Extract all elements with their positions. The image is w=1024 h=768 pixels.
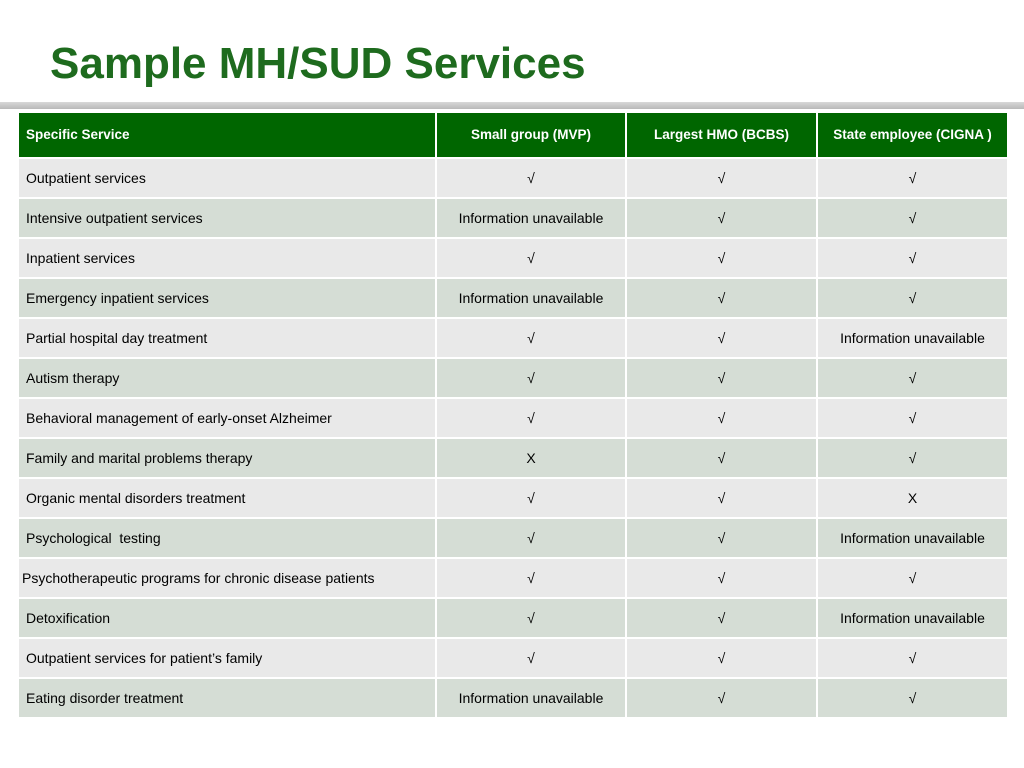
largest-hmo-cell: √: [626, 238, 817, 278]
largest-hmo-cell: √: [626, 518, 817, 558]
small-group-cell: Information unavailable: [436, 678, 626, 718]
table-header-row: [18, 112, 1008, 158]
small-group-cell: Information unavailable: [436, 198, 626, 238]
largest-hmo-cell: √: [626, 638, 817, 678]
small-group-cell: √: [436, 518, 626, 558]
service-name-cell: Eating disorder treatment: [18, 678, 436, 718]
service-name-cell: Psychotherapeutic programs for chronic disease patients: [18, 558, 436, 598]
service-name-cell: Outpatient services: [18, 158, 436, 198]
service-name-cell: Intensive outpatient services: [18, 198, 436, 238]
table-row: [18, 318, 1008, 358]
table-row: [18, 198, 1008, 238]
table-row: [18, 678, 1008, 718]
table-row: [18, 518, 1008, 558]
table-row: [18, 438, 1008, 478]
state-employee-cell: √: [817, 198, 1008, 238]
table-row: [18, 158, 1008, 198]
largest-hmo-cell: √: [626, 358, 817, 398]
state-employee-cell: √: [817, 438, 1008, 478]
service-name-cell: Behavioral management of early-onset Alzheimer: [18, 398, 436, 438]
largest-hmo-cell: √: [626, 198, 817, 238]
slide-title: Sample MH/SUD Services: [50, 39, 586, 88]
small-group-cell: √: [436, 318, 626, 358]
table-row: [18, 358, 1008, 398]
service-name-cell: Psychological testing: [18, 518, 436, 558]
small-group-cell: X: [436, 438, 626, 478]
largest-hmo-cell: √: [626, 318, 817, 358]
largest-hmo-cell: √: [626, 398, 817, 438]
column-header-state-employee: State employee (CIGNA ): [817, 112, 1008, 158]
table-row: [18, 278, 1008, 318]
column-header-small-group: Small group (MVP): [436, 112, 626, 158]
service-name-cell: Inpatient services: [18, 238, 436, 278]
service-name-cell: Outpatient services for patient’s family: [18, 638, 436, 678]
column-header-largest-hmo: Largest HMO (BCBS): [626, 112, 817, 158]
table-row: [18, 478, 1008, 518]
state-employee-cell: Information unavailable: [817, 598, 1008, 638]
table-row: [18, 638, 1008, 678]
service-name-cell: Partial hospital day treatment: [18, 318, 436, 358]
small-group-cell: √: [436, 398, 626, 438]
largest-hmo-cell: √: [626, 438, 817, 478]
state-employee-cell: Information unavailable: [817, 318, 1008, 358]
small-group-cell: √: [436, 478, 626, 518]
service-name-cell: Emergency inpatient services: [18, 278, 436, 318]
state-employee-cell: X: [817, 478, 1008, 518]
small-group-cell: √: [436, 358, 626, 398]
small-group-cell: √: [436, 158, 626, 198]
largest-hmo-cell: √: [626, 598, 817, 638]
table-row: [18, 398, 1008, 438]
services-table: [17, 111, 1009, 719]
column-header-specific-service: Specific Service: [18, 112, 436, 158]
service-name-cell: Organic mental disorders treatment: [18, 478, 436, 518]
small-group-cell: √: [436, 638, 626, 678]
table-row: [18, 558, 1008, 598]
small-group-cell: √: [436, 598, 626, 638]
largest-hmo-cell: √: [626, 678, 817, 718]
largest-hmo-cell: √: [626, 278, 817, 318]
service-name-cell: Autism therapy: [18, 358, 436, 398]
service-name-cell: Family and marital problems therapy: [18, 438, 436, 478]
state-employee-cell: √: [817, 678, 1008, 718]
state-employee-cell: Information unavailable: [817, 518, 1008, 558]
state-employee-cell: √: [817, 278, 1008, 318]
largest-hmo-cell: √: [626, 158, 817, 198]
largest-hmo-cell: √: [626, 558, 817, 598]
small-group-cell: √: [436, 558, 626, 598]
state-employee-cell: √: [817, 238, 1008, 278]
small-group-cell: Information unavailable: [436, 278, 626, 318]
small-group-cell: √: [436, 238, 626, 278]
table-row: [18, 238, 1008, 278]
state-employee-cell: √: [817, 638, 1008, 678]
title-divider: [0, 102, 1024, 109]
table-row: [18, 598, 1008, 638]
state-employee-cell: √: [817, 398, 1008, 438]
state-employee-cell: √: [817, 158, 1008, 198]
state-employee-cell: √: [817, 358, 1008, 398]
largest-hmo-cell: √: [626, 478, 817, 518]
state-employee-cell: √: [817, 558, 1008, 598]
service-name-cell: Detoxification: [18, 598, 436, 638]
